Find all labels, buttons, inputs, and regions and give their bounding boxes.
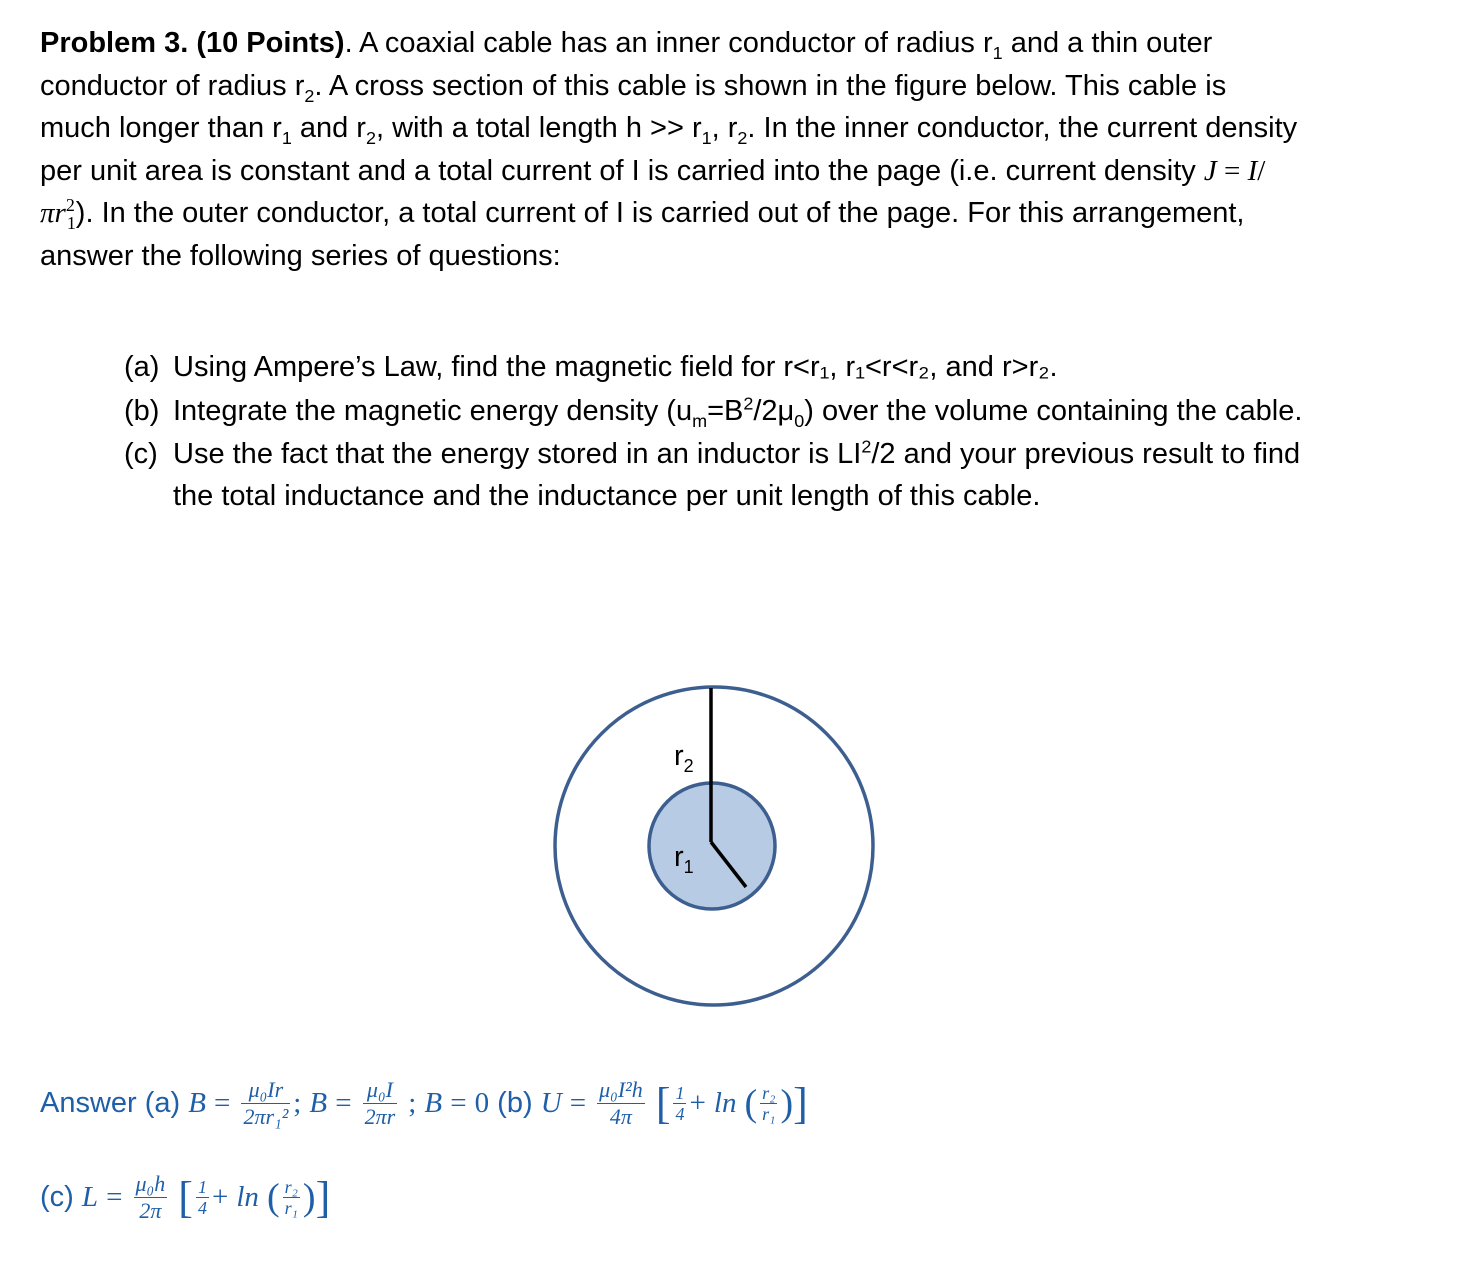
problem-statement: Problem 3. (10 Points). A coaxial cable has an inner conductor of radius $r_1$ and a thin outer conductor of radius $r_2$. A cross section of this cable is shown in the figure below. This cable is much longer than $r_1$ and $r_2$, with a total length $h >> r_1$, $r_2$. In the inner conductor, the current density per unit area is constant and a total current of I is carried into the page (i.e. current density $J = I/\pi r^2_1$). In the outer conductor, a total current of I is carried out of the page. For this arrangement, answer the following series of questions:	[40, 27, 1298, 272]
question-b: (b) Integrate the magnetic energy density $(u_m=B^2/2\mu_0)$ over the volume containing the cable.	[124, 392, 1303, 431]
current-density-formula: J	[1203, 154, 1217, 187]
energy-fraction: $\frac{\text{μ₀I²h}}{4\pi}$	[599, 1077, 643, 1129]
field-inside-fraction: $\frac{\text{μ₀Ir}}{\text{2πr₁²}}$	[243, 1077, 289, 1129]
question-a: (a) Using Ampere’s Law, find the magnetic field for r<r₁, r₁<r<r₂, and r>r₂.	[124, 351, 1058, 383]
field-between-fraction: $\frac{\text{μ₀I}}{2\pi r}$	[364, 1077, 396, 1129]
answer-line-2: (c) L = $\frac{\text{μ₀h}}{2\pi}$ [ $\frac{1}{4}$ + ln ( $\frac{\text{r₂}}{\text{r₁}}$ )]	[40, 1171, 331, 1223]
inner-radius-label: $r_1$	[674, 841, 694, 877]
outer-radius-label: $r_2$	[674, 740, 694, 776]
inductance-fraction: $\frac{\text{μ₀h}}{2\pi}$	[135, 1171, 166, 1223]
problem-heading: Problem 3. (10 Points)	[40, 27, 345, 59]
answer-line-1: Answer (a) B = $\frac{\text{μ₀Ir}}{\text{2πr₁²}}$ ; B = $\frac{\text{μ₀I}}{2\pi r}$ ; B = 0 (b) U = $\frac{\text{μ₀I²h}}{4\pi}$ [ $\frac{1}{4}$ + ln ( $\frac{\text{r₂}}{\text{r₁}}$ )]	[40, 1077, 808, 1129]
question-c: (c) Use the fact that the energy stored in an inductor is $LI^2/2$ and your previous result to find the total inductance and the inductance per unit length of this cable.	[124, 435, 1301, 512]
